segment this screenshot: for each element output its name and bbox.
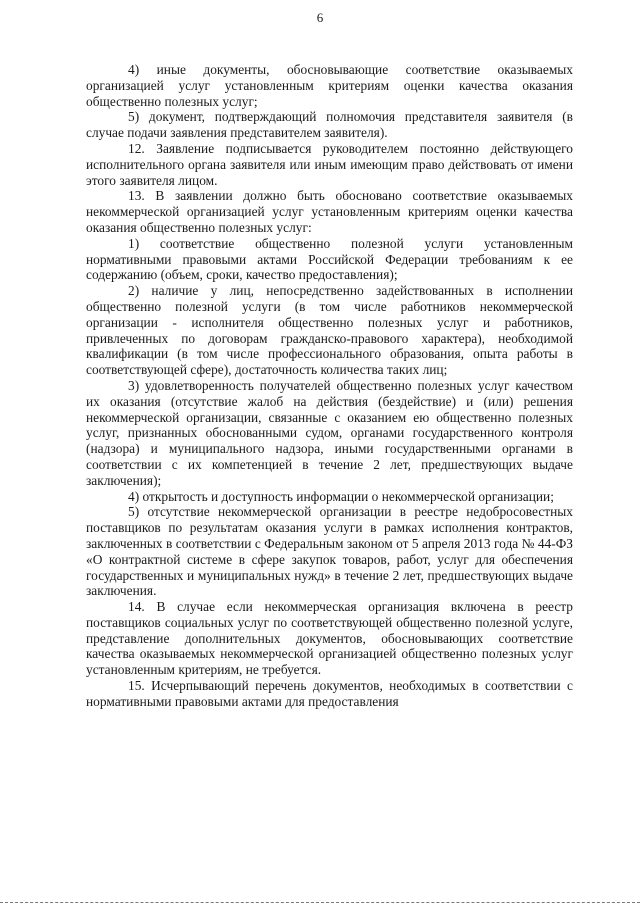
paragraph-clause-15: 15. Исчерпывающий перечень документов, необходимых в соответствии с нормативными правовыми актами для предоставления	[86, 678, 573, 709]
scan-edge-line	[0, 902, 640, 903]
paragraph-criterion-5: 5) отсутствие некоммерческой организации в реестре недобросовестных поставщиков по результатам оказания услуги в рамках исполнения контрактов, заключенных в соответствии с Федеральным законом от 5 апреля 2013 года № 44-ФЗ «О контрактной системе в сфере закупок товаров, работ, услуг для обеспечения государственных и муниципальных нужд» в течение 2 лет, предшествующих выдаче заключения.	[86, 504, 573, 599]
paragraph-criterion-1: 1) соответствие общественно полезной услуги установленным нормативными правовыми актами Российской Федерации требованиям к ее содержанию (объем, сроки, качество предоставления);	[86, 235, 573, 283]
page-number: 6	[316, 10, 324, 25]
paragraph-clause-12: 12. Заявление подписывается руководителем постоянно действующего исполнительного органа заявителя или иным имеющим право действовать от имени этого заявителя лицом.	[86, 140, 573, 188]
paragraph-clause-14: 14. В случае если некоммерческая организация включена в реестр поставщиков социальных услуг по соответствующей общественно полезной услуге, представление дополнительных документов, обосновывающих соответствие качества оказываемых некоммерческой организацией общественно полезных услуг установленным критериям, не требуется.	[86, 599, 573, 678]
paragraph-clause-13: 13. В заявлении должно быть обосновано соответствие оказываемых некоммерческой организацией услуг установленным критериям оценки качества оказания общественно полезных услуг:	[86, 188, 573, 235]
document-body	[86, 62, 573, 710]
paragraph-item-5-authority-document: 5) документ, подтверждающий полномочия представителя заявителя (в случае подачи заявления представителем заявителя).	[86, 109, 573, 141]
paragraph-item-4-other-documents: 4) иные документы, обосновывающие соответствие оказываемых организацией услуг установленным критериям оценки качества оказания общественно полезных услуг;	[86, 62, 573, 109]
paragraph-criterion-3: 3) удовлетворенность получателей общественно полезных услуг качеством их оказания (отсутствие жалоб на действия (бездействие) и (или) решения некоммерческой организации, связанные с оказанием ею общественно полезных услуг, признанных обоснованными судом, органами государственного контроля (надзора) и муниципального надзора, иными государственными органами в соответствии с их компетенцией в течение 2 лет, предшествующих выдаче заключения);	[86, 377, 573, 488]
paragraph-criterion-4: 4) открытость и доступность информации о некоммерческой организации;	[128, 488, 554, 504]
paragraph-criterion-2: 2) наличие у лиц, непосредственно задействованных в исполнении общественно полезной услуги (в том числе работников некоммерческой организации - исполнителя общественно полезных услуг и работников, привлеченных по договорам гражданско-правового характера), необходимой квалификации (в том числе профессионального образования, опыта работы в соответствующей сфере), достаточность количества таких лиц;	[86, 283, 573, 378]
